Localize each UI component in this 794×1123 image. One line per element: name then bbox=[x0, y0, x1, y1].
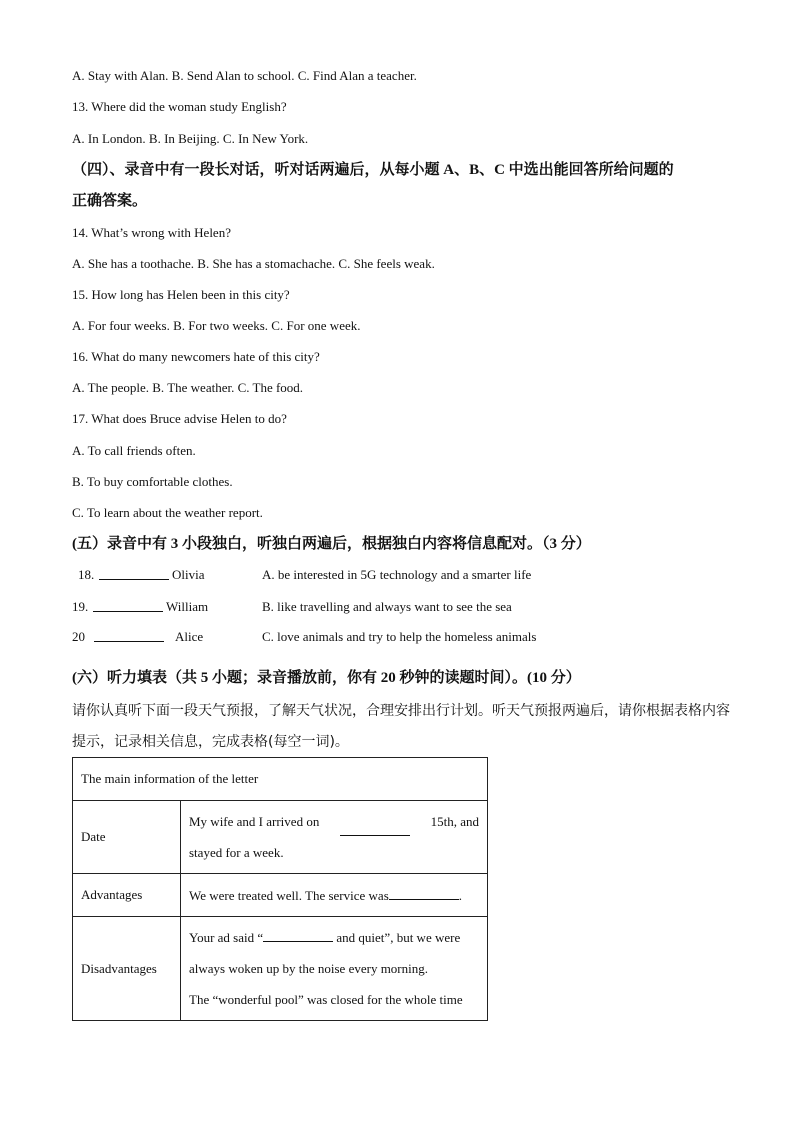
answer-blank[interactable] bbox=[340, 824, 410, 836]
section6-intro-line1: 请你认真听下面一段天气预报，了解天气状况，合理安排出行计划。听天气预报两遍后，请你根据表格内容 bbox=[72, 703, 730, 719]
info-table bbox=[72, 757, 488, 1021]
row-content-date bbox=[181, 801, 488, 874]
q17-option-b: B. To buy comfortable clothes. bbox=[72, 474, 233, 489]
match-option: B. like travelling and always want to see the sea bbox=[262, 599, 512, 614]
disadvantages-text-pre: Your ad said “ bbox=[189, 930, 264, 945]
date-text-post: 15th, and bbox=[430, 814, 479, 829]
q17-option-a: A. To call friends often. bbox=[72, 443, 196, 458]
answer-blank[interactable] bbox=[94, 630, 164, 642]
answer-blank[interactable] bbox=[99, 568, 169, 580]
row-label-disadvantages: Disadvantages bbox=[73, 917, 181, 1021]
q14-options: A. She has a toothache. B. She has a stomachache. C. She feels weak. bbox=[72, 256, 435, 271]
match-name: Olivia bbox=[172, 567, 205, 582]
section6-intro-line2: 提示，记录相关信息，完成表格(每空一词)。 bbox=[72, 734, 349, 750]
advantages-period: . bbox=[458, 887, 463, 903]
q15-question: 15. How long has Helen been in this city? bbox=[72, 287, 290, 302]
q17-option-c: C. To learn about the weather report. bbox=[72, 505, 263, 520]
advantages-text: We were treated well. The service was bbox=[189, 887, 389, 903]
q14-question: 14. What’s wrong with Helen? bbox=[72, 225, 231, 240]
match-number: 18. bbox=[78, 567, 95, 582]
table-title: The main information of the letter bbox=[73, 758, 488, 801]
row-label-advantages: Advantages bbox=[73, 874, 181, 917]
match-number: 20 bbox=[72, 629, 85, 644]
q13-question: 13. Where did the woman study English? bbox=[72, 99, 287, 114]
match-option: C. love animals and try to help the homeless animals bbox=[262, 629, 537, 644]
table-row bbox=[73, 917, 488, 1021]
answer-blank[interactable] bbox=[93, 600, 163, 612]
table-row bbox=[73, 874, 488, 917]
date-text-pre: My wife and I arrived on bbox=[189, 814, 320, 829]
section4-heading-line1: （四）、录音中有一段长对话，听对话两遍后，从每小题 A、B、C 中选出能回答所给问题的 bbox=[72, 162, 674, 178]
q15-options: A. For four weeks. B. For two weeks. C. For one week. bbox=[72, 318, 361, 333]
section6-heading: (六）听力填表（共 5 小题；录音播放前，你有 20 秒钟的读题时间）。(10 分） bbox=[72, 670, 581, 686]
section5-heading: (五）录音中有 3 小段独白，听独白两遍后，根据独白内容将信息配对。（3 分） bbox=[72, 536, 591, 552]
q13-options: A. In London. B. In Beijing. C. In New York. bbox=[72, 131, 309, 146]
q12-options: A. Stay with Alan. B. Send Alan to school. C. Find Alan a teacher. bbox=[72, 68, 417, 83]
answer-blank[interactable] bbox=[263, 930, 333, 942]
match-number: 19. bbox=[72, 599, 89, 614]
q17-question: 17. What does Bruce advise Helen to do? bbox=[72, 411, 287, 426]
disadvantages-text-line2: always woken up by the noise every morning. bbox=[189, 961, 429, 976]
match-option: A. be interested in 5G technology and a smarter life bbox=[262, 567, 532, 582]
row-label-date: Date bbox=[73, 801, 181, 874]
section4-heading-line2: 正确答案。 bbox=[72, 193, 148, 209]
disadvantages-text-line3: The “wonderful pool” was closed for the whole time bbox=[189, 992, 463, 1007]
date-text-line2: stayed for a week. bbox=[189, 845, 284, 860]
q16-options: A. The people. B. The weather. C. The food. bbox=[72, 380, 304, 395]
table-row bbox=[73, 801, 488, 874]
match-name: Alice bbox=[175, 629, 204, 644]
row-content-advantages bbox=[181, 874, 488, 917]
answer-blank[interactable] bbox=[389, 888, 459, 900]
match-name: William bbox=[166, 599, 209, 614]
q16-question: 16. What do many newcomers hate of this city? bbox=[72, 349, 320, 364]
row-content-disadvantages bbox=[181, 917, 488, 1021]
disadvantages-text-post: and quiet”, but we were bbox=[336, 930, 461, 945]
